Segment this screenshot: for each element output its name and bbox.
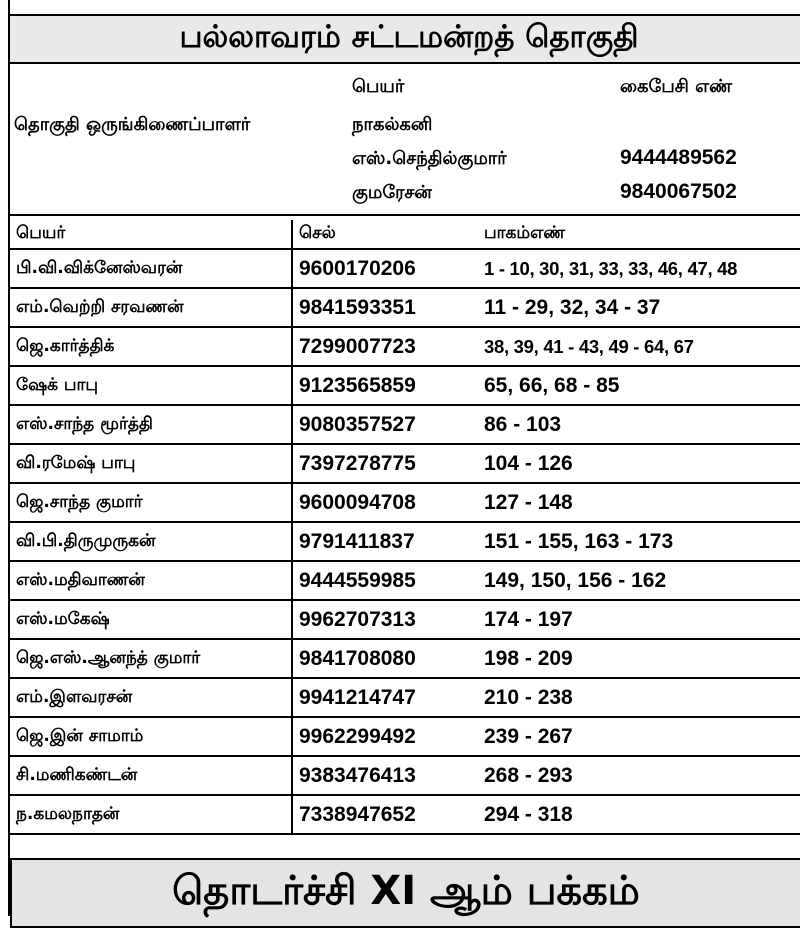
- agent-parts: 174 - 197: [478, 600, 800, 639]
- agent-phone: 9841593351: [292, 288, 478, 327]
- agent-phone: 9791411837: [292, 522, 478, 561]
- table-row: [10, 249, 800, 288]
- agent-phone: 9841708080: [292, 639, 478, 678]
- agent-phone: 9941214747: [292, 678, 478, 717]
- table-row: [10, 405, 800, 444]
- agent-phone: 9962299492: [292, 717, 478, 756]
- agent-parts: 11 - 29, 32, 34 - 37: [478, 288, 800, 327]
- agent-name: எஸ்.மதிவாணன்: [10, 561, 292, 600]
- agent-name: ந.கமலநாதன்: [10, 795, 292, 834]
- agent-phone: 9962707313: [292, 600, 478, 639]
- agent-phone: 7299007723: [292, 327, 478, 366]
- coordinator-role-label: தொகுதி ஒருங்கிணைப்பாளர்: [14, 114, 251, 135]
- continued-footer: [10, 858, 800, 928]
- agent-phone: 7338947652: [292, 795, 478, 834]
- agent-phone: 9444559985: [292, 561, 478, 600]
- header-cell: செல்: [292, 220, 478, 249]
- agent-name: ஜெ.இன் சாமாம்: [10, 717, 292, 756]
- coordinator-phone-header: கைபேசி எண்: [620, 76, 733, 97]
- table-row: [10, 444, 800, 483]
- coordinator-name: எஸ்.செந்தில்குமார்: [352, 148, 507, 169]
- table-row: [10, 288, 800, 327]
- agent-phone: 9123565859: [292, 366, 478, 405]
- table-row: [10, 327, 800, 366]
- agent-parts: 198 - 209: [478, 639, 800, 678]
- agent-phone: 9600094708: [292, 483, 478, 522]
- agent-parts: 151 - 155, 163 - 173: [478, 522, 800, 561]
- agent-parts: 104 - 126: [478, 444, 800, 483]
- agent-parts: 294 - 318: [478, 795, 800, 834]
- agent-name: ஜெ.எஸ்.ஆனந்த் குமார்: [10, 639, 292, 678]
- table-row: [10, 678, 800, 717]
- agent-parts: 268 - 293: [478, 756, 800, 795]
- coordinator-name-header: பெயர்: [352, 76, 405, 97]
- header-parts: பாகம்எண்: [478, 220, 800, 249]
- agent-name: எஸ்.சாந்த மூர்த்தி: [10, 405, 292, 444]
- table-row: [10, 483, 800, 522]
- agent-phone: 9080357527: [292, 405, 478, 444]
- table-row: [10, 600, 800, 639]
- table-row: [10, 756, 800, 795]
- agent-phone: 7397278775: [292, 444, 478, 483]
- section-divider: [10, 214, 800, 216]
- agent-name: எம்.வெற்றி சரவணன்: [10, 288, 292, 327]
- agent-parts: 149, 150, 156 - 162: [478, 561, 800, 600]
- table-row: [10, 639, 800, 678]
- constituency-title-text: பல்லாவரம் சட்டமன்றத் தொகுதி: [179, 19, 639, 55]
- agent-name: பி.வி.விக்னேஸ்வரன்: [10, 249, 292, 288]
- agent-phone: 9600170206: [292, 249, 478, 288]
- coordinator-phone: 9444489562: [620, 146, 737, 169]
- agent-parts: 210 - 238: [478, 678, 800, 717]
- table-row: [10, 522, 800, 561]
- agent-name: வி.பி.திருமுருகன்: [10, 522, 292, 561]
- table-row: [10, 795, 800, 834]
- constituency-title: [8, 14, 800, 64]
- booth-agents-table: [10, 220, 800, 835]
- agent-name: எம்.இளவரசன்: [10, 678, 292, 717]
- coordinator-name: நாகல்கனி: [352, 114, 433, 135]
- continued-footer-text: தொடர்ச்சி XI ஆம் பக்கம்: [172, 867, 640, 914]
- agent-parts: 38, 39, 41 - 43, 49 - 64, 67: [478, 327, 800, 366]
- table-row: [10, 561, 800, 600]
- agent-parts: 1 - 10, 30, 31, 33, 33, 46, 47, 48: [478, 249, 800, 288]
- table-header-row: [10, 220, 800, 249]
- agent-parts: 65, 66, 68 - 85: [478, 366, 800, 405]
- agent-parts: 239 - 267: [478, 717, 800, 756]
- agent-name: ஜெ.சாந்த குமார்: [10, 483, 292, 522]
- agent-name: சி.மணிகண்டன்: [10, 756, 292, 795]
- table-row: [10, 717, 800, 756]
- agent-parts: 86 - 103: [478, 405, 800, 444]
- coordinator-phone: 9840067502: [620, 180, 737, 203]
- agent-name: ஷேக் பாபு: [10, 366, 292, 405]
- coordinator-section: [10, 66, 800, 210]
- agent-parts: 127 - 148: [478, 483, 800, 522]
- header-name: பெயர்: [10, 220, 292, 249]
- agent-name: வி.ரமேஷ் பாபு: [10, 444, 292, 483]
- agent-phone: 9383476413: [292, 756, 478, 795]
- agent-name: எஸ்.மகேஷ்: [10, 600, 292, 639]
- coordinator-name: குமரேசன்: [352, 182, 432, 203]
- table-row: [10, 366, 800, 405]
- agent-name: ஜெ.கார்த்திக்: [10, 327, 292, 366]
